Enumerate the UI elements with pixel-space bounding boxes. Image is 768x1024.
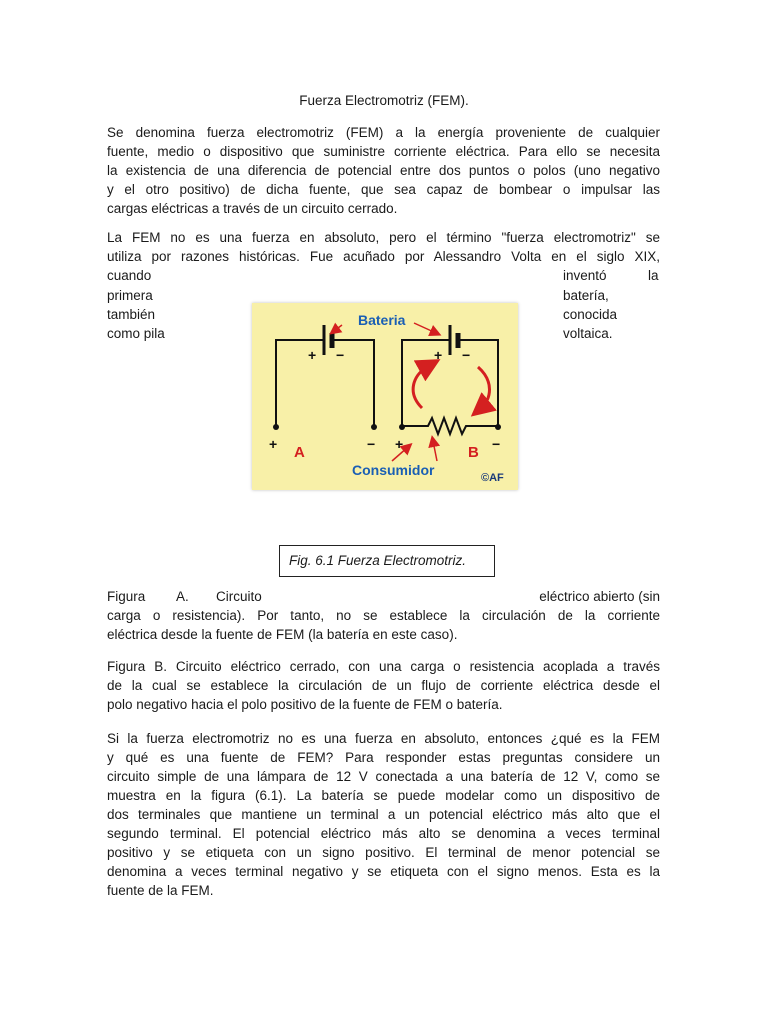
paragraph-1: [107, 123, 660, 218]
paragraph-4: [107, 657, 660, 714]
label-consumidor: Consumidor: [352, 462, 435, 478]
figure-caption: Fig. 6.1 Fuerza Electromotriz.: [279, 545, 495, 577]
plus-sign: +: [434, 347, 443, 363]
text-line: eléctrica desde la fuente de FEM (la batería en este caso).: [107, 627, 458, 642]
wrap-right-word: voltaica.: [563, 326, 613, 341]
wrap-left-word: primera: [107, 288, 153, 303]
text-line: y qué es una fuente de FEM? Para responder estas preguntas considere un: [107, 750, 660, 765]
text-line: circuito simple de una lámpara de 12 V conectada a una batería de 12 V, como se: [107, 769, 660, 784]
text-line: la existencia de una diferencia de potencial entre dos puntos o polos (uno negativo: [107, 163, 660, 178]
text-line: fuente, medio o dispositivo que suministre corriente eléctrica. Para ello se necesita: [107, 144, 660, 159]
paragraph-5: [107, 729, 660, 900]
minus-sign: −: [336, 347, 345, 363]
text-line: positivo y se etiqueta con un signo positivo. El terminal de menor potencial se: [107, 845, 660, 860]
text-line: utiliza por razones históricas. Fue acuñado por Alessandro Volta en el siglo XIX,: [107, 249, 660, 264]
circuit-diagram: [252, 303, 518, 490]
plus-sign: +: [308, 347, 317, 363]
wrap-right-word: la: [648, 268, 659, 283]
minus-sign: −: [462, 347, 471, 363]
circuit-figure: [252, 303, 518, 490]
text-line: fuente de la FEM.: [107, 883, 214, 898]
text-line: Figura B. Circuito eléctrico cerrado, con una carga o resistencia acoplada a través: [107, 659, 660, 674]
text-line: segundo terminal. El potencial eléctrico más alto se denomina a veces terminal: [107, 826, 660, 841]
text-word: A.: [176, 589, 189, 604]
plus-sign: +: [269, 436, 278, 452]
paragraph-3: [107, 606, 660, 644]
terminal-dot: [371, 424, 377, 430]
text-word: Figura: [107, 589, 146, 604]
wrap-left-word: también: [107, 307, 156, 322]
label-b: B: [468, 444, 479, 461]
wrap-left-word: como pila: [107, 326, 165, 341]
wrap-left-word: cuando: [107, 268, 152, 283]
text-line: Si la fuerza electromotriz no es una fuerza en absoluto, entonces ¿qué es la FEM: [107, 731, 660, 746]
minus-sign: −: [367, 436, 376, 452]
text-line: dos terminales que mantiene un terminal a un potencial eléctrico más alto que el: [107, 807, 660, 822]
text-line: Se denomina fuerza electromotriz (FEM) a la energía proveniente de cualquier: [107, 125, 660, 140]
label-bateria: Bateria: [358, 312, 406, 328]
text-line: denomina a veces terminal negativo y se etiqueta con el signo menos. Esta es la: [107, 864, 660, 879]
text-line: de la cual se establece la circulación de un flujo de corriente eléctrica desde el: [107, 678, 660, 693]
text-word: eléctrico abierto (sin: [539, 589, 660, 604]
text-line: y el otro positivo) de dicha fuente, que sea capaz de bombear o impulsar las: [107, 182, 660, 197]
wrap-right-word: batería,: [563, 288, 609, 303]
terminal-dot: [273, 424, 279, 430]
text-line: cargas eléctricas a través de un circuito cerrado.: [107, 201, 398, 216]
wrap-right-word: inventó: [563, 268, 607, 283]
text-word: Circuito: [216, 589, 262, 604]
text-line: carga o resistencia). Por tanto, no se establece la circulación de la corriente: [107, 608, 660, 623]
text-line: La FEM no es una fuerza en absoluto, pero el término "fuerza electromotriz" se: [107, 230, 660, 245]
doc-title: Fuerza Electromotriz (FEM).: [299, 93, 469, 108]
terminal-dot: [495, 424, 501, 430]
minus-sign: −: [492, 436, 501, 452]
wrap-right-word: conocida: [563, 307, 618, 322]
plus-sign: +: [395, 436, 404, 452]
paragraph-2: [107, 228, 660, 266]
copyright-mark: ©AF: [481, 472, 504, 484]
text-line: polo negativo hacia el polo positivo de la fuente de FEM o batería.: [107, 697, 503, 712]
label-a: A: [294, 444, 305, 461]
text-line: muestra en la figura (6.1). La batería se puede modelar como un dispositivo de: [107, 788, 660, 803]
terminal-dot: [399, 424, 405, 430]
